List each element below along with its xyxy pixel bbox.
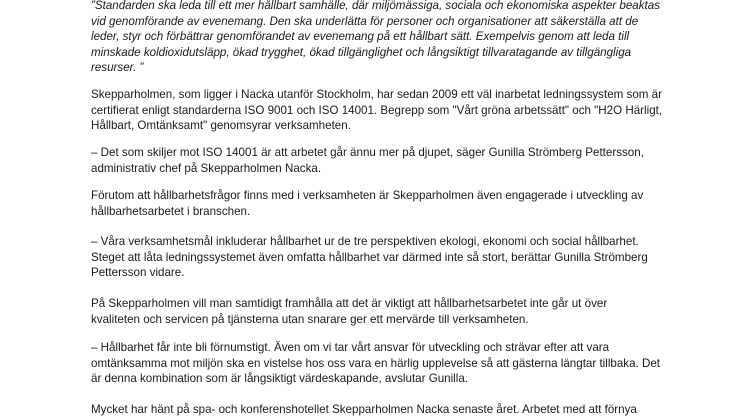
text-line: Pettersson vidare. <box>91 266 185 280</box>
text-line: vid genomförande av evenemang. Den ska underlätta för personer och organisationer att säkerställa att de <box>91 14 639 28</box>
text-line: administrativ chef på Skepparholmen Nacka. <box>91 161 322 175</box>
text-line: Förutom att hållbarhetsfrågor finns med i verksamheten är Skepparholmen även engagerade i utveckling av <box>91 189 644 202</box>
text-line: certifierat enligt standarderna ISO 9001 och ISO 14001. Begrepp som "Vårt gröna arbetssätt" och "H2O Härligt, <box>91 103 663 117</box>
text-line: Steget att låta ledningssystemet även omfatta hållbarhet var därmed inte så stort, berättar Gunilla Strömberg <box>91 250 648 264</box>
standard-quote <box>91 0 660 76</box>
text-line: resurser. ” <box>91 61 144 75</box>
paragraph-quality <box>91 296 607 327</box>
paragraph-engagement <box>91 188 643 219</box>
text-line: kvaliteten och servicen på tjänsterna utan snarare ger ett mervärde till verksamheten. <box>91 312 529 326</box>
paragraph-quote-difference <box>91 145 644 176</box>
text-line: Skepparholmen, som ligger i Nacka utanför Stockholm, har sedan 2009 ett väl inarbetat ledningssystem som är <box>91 88 662 101</box>
text-line: hållbarhetsarbetet i branschen. <box>91 204 251 218</box>
text-line: ”Standarden ska leda till ett mer hållbart samhälle, där miljömässiga, sociala och ekonomiska aspekter beaktas <box>91 0 661 12</box>
text-line: Hållbart, Omtänksamt" genomsyrar verksamheten. <box>91 119 351 133</box>
paragraph-closing-quote <box>91 340 660 387</box>
text-line: På Skepparholmen vill man samtidigt framhålla att det är viktigt att hållbarhetsarbetet inte går ut över <box>91 297 608 310</box>
text-line: omtänksamma mot miljön ska en vistelse hos oss vara en härlig upplevelse så att gästerna längtar tillbaka. Det <box>91 356 661 370</box>
paragraph-news <box>91 402 637 418</box>
text-line: minskade koldioxidutsläpp, ökad trygghet, ökad tillgänglighet och långsiktigt tillvaratagande av tillgängliga <box>91 45 632 59</box>
paragraph-goals <box>91 234 648 281</box>
text-line: Mycket har hänt på spa- och konferenshotellet Skepparholmen Nacka senaste året. Arbetet med att förnya <box>91 403 637 416</box>
paragraph-intro <box>91 87 662 134</box>
text-line: – Hållbarhet får inte bli förnumstigt. Även om vi tar vårt ansvar för utveckling och strävar efter att vara <box>91 341 610 354</box>
text-line: – Det som skiljer mot ISO 14001 är att arbetet går ännu mer på djupet, säger Gunilla Strömberg Pettersson, <box>91 146 644 159</box>
text-line: leder, styr och förbättrar genomförandet av evenemang på ett hållbart sätt. Exempelvis genom att leda till <box>91 30 630 44</box>
text-line: är denna kombination som är långsiktigt värdeskapande, avslutar Gunilla. <box>91 372 469 386</box>
text-line: – Våra verksamhetsmål inkluderar hållbarhet ur de tre perspektiven ekologi, ekonomi och social hållbarhet. <box>91 235 639 248</box>
